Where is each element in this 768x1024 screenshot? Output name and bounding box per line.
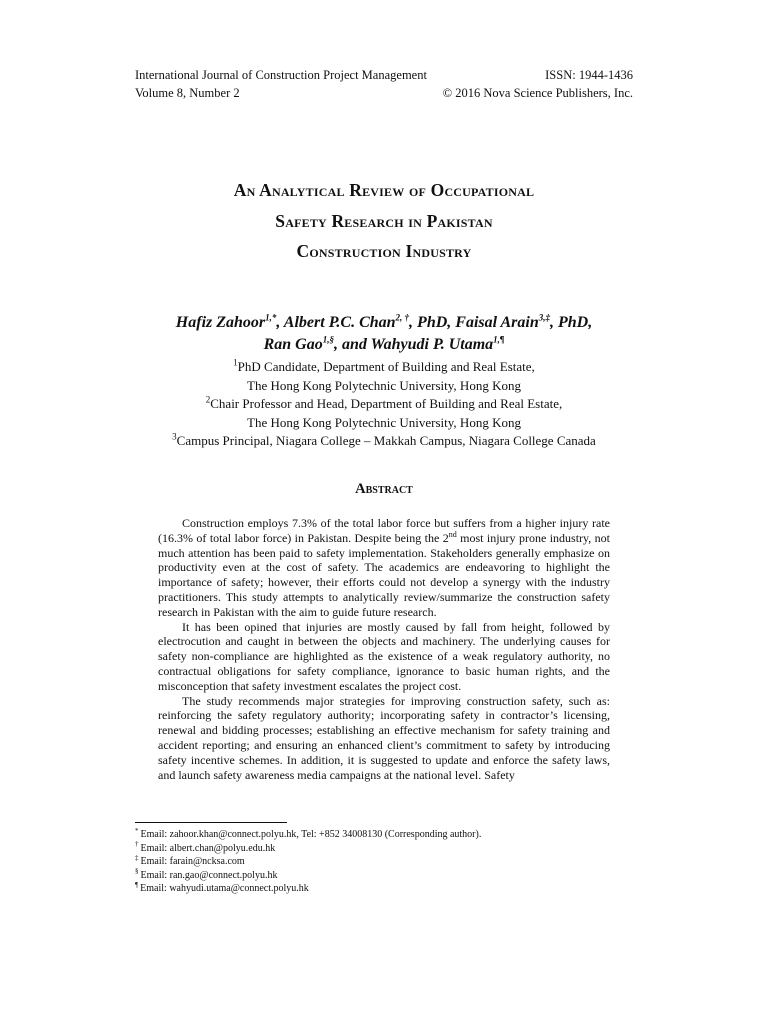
affiliation-text: Campus Principal, Niagara College – Makkah Campus, Niagara College Canada (176, 433, 596, 448)
journal-name: International Journal of Construction Project Management (135, 68, 427, 82)
footnote-mark: ¶ (135, 880, 139, 889)
affiliation-text: PhD Candidate, Department of Building and Real Estate, (237, 359, 535, 374)
author-name: , PhD, Faisal Arain (409, 314, 539, 331)
footnote (135, 842, 481, 856)
abstract-text: most injury prone industry, not much attention has been paid to safety implementation. Stakeholders generally emphasize on productivity even at the cost of safety. The academics are endeavoring to highlight the importance of safety; however, their efforts could not develop a synergy with the industry practitioners. This study attempts to analytically review/summarize the construction safety research in Pakistan with the aim to guide future research. (158, 530, 610, 619)
footnote-divider (135, 822, 287, 823)
title-line-2: Safety Research in Pakistan (275, 210, 493, 231)
footnote-text: Email: wahyudi.utama@connect.polyu.hk (140, 883, 309, 894)
abstract-paragraph-2: It has been opined that injuries are mostly caused by fall from height, followed by electrocution and caught in between the objects and machinery. The underlying causes for safety non-compliance are highlighted as the existence of a weak regulatory authority, no contractual obligations for safety compliance, ignorance to basic human rights, and the misconception that safety investment escalates the project cost. (158, 619, 610, 693)
author-name: , and Wahyudi P. Utama (333, 336, 494, 353)
footnote-text: Email: zahoor.khan@connect.polyu.hk, Tel: +852 34008130 (Corresponding author). (140, 829, 482, 840)
affiliation-text: Chair Professor and Head, Department of Building and Real Estate, (210, 396, 563, 411)
copyright: © 2016 Nova Science Publishers, Inc. (442, 86, 633, 100)
footnote-mark: ‡ (135, 853, 139, 862)
footnote (135, 882, 481, 896)
affiliation-number: 1 (233, 357, 238, 368)
footnote-text: Email: ran.gao@connect.polyu.hk (140, 869, 278, 881)
affiliation-1-cont: The Hong Kong Polytechnic University, Hong Kong (247, 377, 521, 393)
abstract-text: Construction employs 7.3% of the total labor force but suffers from a higher injury rate (16.3% of total labor force) in Pakistan. Despite being the 2 (158, 516, 610, 545)
footnote (135, 869, 481, 883)
title-line-1: An Analytical Review of Occupational (233, 180, 535, 200)
author-name: Ran Gao (263, 336, 323, 353)
author-sup: 2, † (395, 312, 410, 323)
abstract-paragraph-3: The study recommends major strategies for improving construction safety, such as: reinforcing the safety regulatory authority; incorporating safety in contractor’s licensing, renewal and bidding processes; establishing an effective mechanism for safety training and accident reporting; and ensuring an enhanced client’s commitment to safety by introducing safety incentive schemes. In addition, it is suggested to update and enforce the safety laws, and launch safety awareness media campaigns at the national level. Safety (158, 693, 610, 782)
footnote-mark: § (135, 867, 139, 876)
author-sup: 1,§ (322, 334, 334, 345)
author-line-2 (110, 334, 658, 356)
author-name: , Albert P.C. Chan (276, 314, 396, 331)
footnote-text: Email: albert.chan@polyu.edu.hk (140, 842, 276, 854)
affiliation-2-cont: The Hong Kong Polytechnic University, Hong Kong (247, 414, 521, 430)
author-name: Hafiz Zahoor (175, 314, 266, 331)
abstract-body (158, 516, 610, 782)
abstract-paragraph-1 (158, 516, 610, 620)
footnote-mark: * (135, 826, 139, 835)
abstract-heading: Abstract (355, 481, 413, 497)
footnotes (135, 828, 481, 896)
footnote-text: Email: farain@ncksa.com (140, 856, 245, 867)
affiliation-3 (110, 432, 658, 451)
affiliation-number: 2 (205, 394, 211, 405)
title-line-3: Construction Industry (296, 241, 472, 261)
author-sup: 1,* (265, 312, 277, 323)
affiliations (110, 358, 658, 451)
author-sup: 3,‡ (538, 312, 550, 323)
affiliation-2 (110, 395, 658, 414)
footnote-mark: † (135, 840, 139, 849)
affiliation-1 (110, 358, 658, 377)
footnote (135, 828, 481, 842)
author-list (110, 312, 658, 356)
footnote (135, 855, 481, 869)
affiliation-number: 3 (172, 431, 177, 442)
volume-number: Volume 8, Number 2 (135, 86, 240, 100)
author-sup: 1,¶ (493, 334, 505, 345)
author-line-1 (110, 312, 658, 334)
paper-title (110, 175, 658, 267)
ordinal-sup: nd (448, 529, 457, 539)
issn: ISSN: 1944-1436 (545, 68, 633, 82)
author-degree: , PhD, (549, 314, 593, 331)
